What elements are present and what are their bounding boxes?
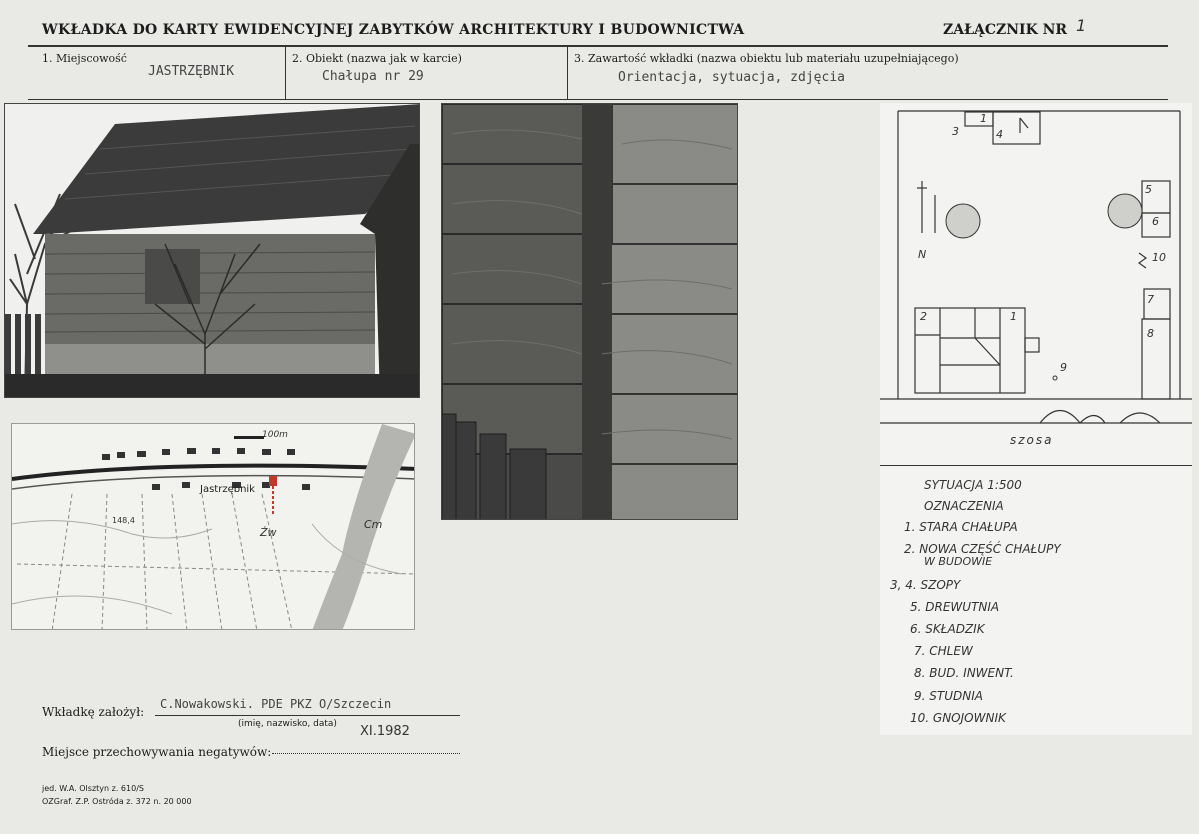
legend-item-2b: W BUDOWIE [924, 555, 993, 568]
field-divider-1 [285, 47, 286, 99]
print-info-line2: OZGraf. Z.P. Ostróda z. 372 n. 20 000 [42, 797, 192, 806]
plan-label-8: 8 [1147, 327, 1154, 340]
plan-label-9: 9 [1060, 361, 1067, 374]
created-date: XI.1982 [360, 724, 410, 739]
plan-label-10: 10 [1152, 251, 1166, 264]
plan-label-2: 2 [920, 310, 927, 323]
plan-label-3: 3 [952, 125, 959, 138]
created-by-value: C.Nowakowski. PDE PKZ O/Szczecin [160, 697, 392, 711]
photo-log-corner [441, 103, 738, 520]
field-contents-value: Orientacja, sytuacja, zdjęcia [618, 70, 845, 85]
legend-item-9: 9. STUDNIA [914, 689, 983, 703]
legend-item-7: 7. CHLEW [914, 644, 973, 658]
field-contents-label: 3. Zawartość wkładki (nazwa obiektu lub materiału uzupełniającego) [574, 52, 959, 65]
map-cm-label: Cm [364, 518, 383, 531]
plan-label-4: 4 [996, 128, 1003, 141]
location-map [11, 423, 415, 630]
plan-label-7: 7 [1147, 293, 1154, 306]
plan-label-1a: 1 [980, 112, 987, 125]
plan-north-label: N [918, 248, 927, 261]
map-scale-label: 100m [262, 430, 288, 440]
form-title: WKŁADKA DO KARTY EWIDENCYJNEJ ZABYTKÓW ARCHITEKTURY I BUDOWNICTWA [42, 22, 745, 38]
photo-cottage-exterior [4, 103, 420, 398]
created-by-underline [155, 715, 460, 716]
legend-item-3-4: 3, 4. SZOPY [890, 578, 961, 592]
site-plan [880, 103, 1192, 735]
legend-item-10: 10. GNOJOWNIK [910, 711, 1006, 725]
legend-item-5: 5. DREWUTNIA [910, 600, 1000, 614]
field-locality-value: JASTRZĘBNIK [148, 64, 235, 79]
created-by-hint: (imię, nazwisko, data) [238, 719, 337, 729]
print-info-line1: jed. W.A. Olsztyn z. 610/S [42, 784, 144, 793]
map-elevation-label: 148,4 [112, 516, 135, 525]
field-divider-2 [567, 47, 568, 99]
annex-number: 1 [1076, 16, 1087, 35]
legend-title: SYTUACJA 1:500 [924, 478, 1022, 492]
negatives-label: Miejsce przechowywania negatywów: [42, 745, 272, 759]
field-object-label: 2. Obiekt (nazwa jak w karcie) [292, 52, 462, 65]
legend-item-2: 2. NOWA CZĘŚĆ CHAŁUPY [904, 542, 1061, 556]
plan-label-6: 6 [1152, 215, 1159, 228]
negatives-dotted-line [272, 753, 460, 754]
legend-item-8: 8. BUD. INWENT. [914, 666, 1014, 680]
map-village-label: Jastrzębnik [200, 484, 255, 495]
field-locality-label: 1. Miejscowość [42, 52, 127, 65]
created-by-label: Wkładkę założył: [42, 705, 145, 719]
legend-subtitle: OZNACZENIA [924, 499, 1004, 513]
header-rule [28, 45, 1168, 47]
legend-item-6: 6. SKŁADZIK [910, 622, 985, 636]
field-object-value: Chałupa nr 29 [322, 69, 424, 84]
plan-road-label: szosa [1010, 433, 1054, 447]
map-zw-label: Żw [260, 526, 277, 539]
plan-label-1: 1 [1010, 310, 1017, 323]
legend-item-1: 1. STARA CHAŁUPA [904, 520, 1018, 534]
plan-label-5: 5 [1145, 183, 1152, 196]
annex-label: ZAŁĄCZNIK NR [943, 22, 1068, 38]
plan-legend-divider [880, 465, 1192, 466]
field-bottom-rule [28, 99, 1168, 100]
